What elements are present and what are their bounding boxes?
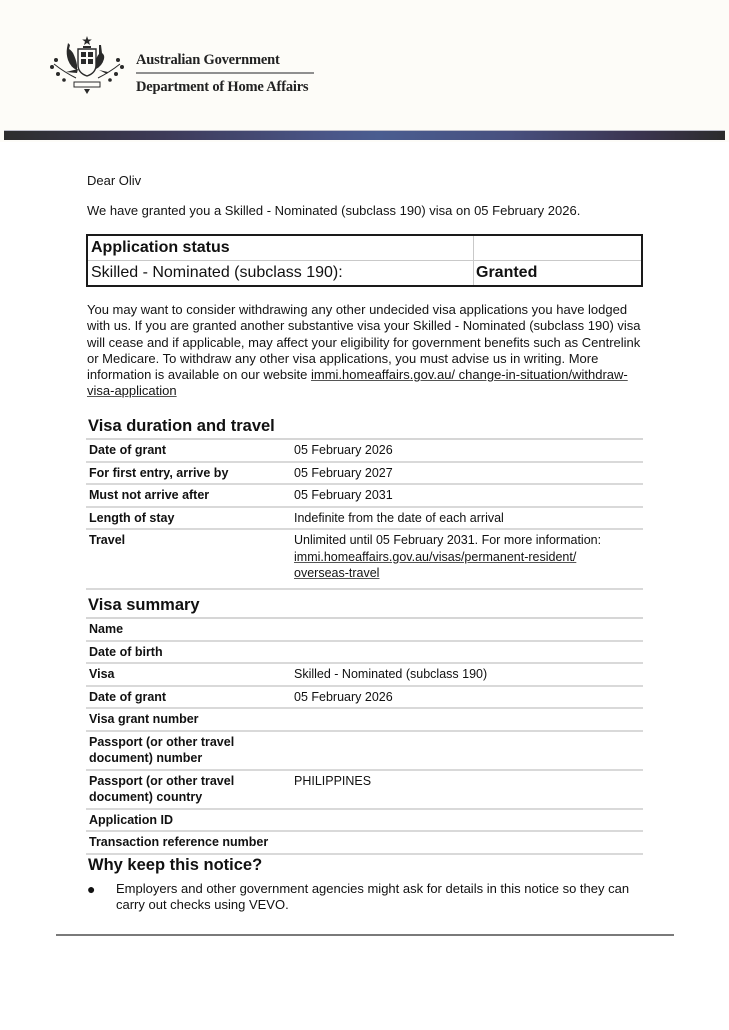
row-label: Application ID [89,812,174,827]
row-value [293,619,643,640]
table-row [86,687,643,710]
row-value: Indefinite from the date of each arrival [294,510,504,525]
status-visa-label: Skilled - Nominated (subclass 190): [91,264,343,281]
table-row [86,732,643,771]
visa-summary-table [86,617,643,855]
visa-duration-table [86,438,643,590]
row-label: Name [89,622,124,636]
row-label: For first entry, arrive by [89,465,229,480]
travel-text: Unlimited until 05 February 2031. For more information: [294,533,602,547]
row-value [293,832,643,853]
table-row [86,771,643,810]
withdraw-notice [87,302,647,400]
row-value: Skilled - Nominated (subclass 190) [294,667,488,681]
table-row [86,440,643,463]
row-label: Date of grant [89,443,167,457]
table-row [86,463,643,486]
row-value [293,642,643,663]
header-band [4,130,725,140]
application-status-box [86,234,643,287]
table-row [86,619,643,642]
withdraw-notice-text: You may want to consider withdrawing any other undecided visa applications you have lodged with us. If you are granted another substantive visa your Skilled - Nominated (subclass 190) visa will cease and if applicable, may affect your eligibility for government benefits such as Centrelink or Medicare. To withdraw any other visa applications, you must advise us in writing. More information is available on our website [87,302,641,383]
row-value [293,530,643,584]
visa-summary-title: Visa summary [88,596,200,614]
logo-government-name: Australian Government [136,52,280,68]
row-label: Date of grant [89,689,167,704]
visa-duration-title: Visa duration and travel [88,417,275,435]
logo-wordmark [136,51,314,96]
coat-of-arms-icon [44,34,130,96]
greeting: Dear Oliv [87,173,142,188]
logo-divider [136,72,314,74]
row-label: Passport (or other travel document) country [89,773,235,804]
row-value [293,709,643,730]
overseas-travel-link[interactable]: immi.homeaffairs.gov.au/visas/permanent-resident/ overseas-travel [294,549,577,580]
application-status-title: Application status [91,239,230,256]
row-label: Travel [89,533,126,547]
row-label: Must not arrive after [89,488,210,502]
row-value: 05 February 2027 [294,465,393,480]
bullet-icon: ● [87,881,96,897]
application-status-row [88,260,641,285]
row-value: PHILIPPINES [294,773,372,788]
row-value: 05 February 2031 [294,488,393,502]
row-label: Visa grant number [89,712,199,726]
letterhead [0,0,729,142]
row-value: 05 February 2026 [294,689,393,704]
bullet-text: Employers and other government agencies might ask for details in this notice so they can carry out checks using VEVO. [116,881,630,913]
table-row [86,530,643,590]
grant-statement: We have granted you a Skilled - Nominated (subclass 190) visa on 05 February 2026. [87,203,581,218]
row-label: Visa [89,667,115,681]
logo-department-name: Department of Home Affairs [136,79,309,95]
table-row [86,709,643,732]
table-row [86,810,643,833]
status-badge: Granted [476,264,538,281]
row-label: Length of stay [89,510,175,525]
row-value [293,732,643,769]
row-label: Date of birth [89,644,163,659]
table-row [86,485,643,508]
table-row [86,508,643,531]
row-value: 05 February 2026 [294,443,393,457]
row-label: Transaction reference number [89,835,269,849]
list-item [86,881,646,914]
row-label: Passport (or other travel document) number [89,734,235,765]
table-row [86,832,643,855]
table-row [86,642,643,665]
footer-divider [56,934,674,936]
table-row [86,664,643,687]
withdraw-application-link[interactable]: immi.homeaffairs.gov.au/ change-in-situation/withdraw-visa-application [87,367,628,399]
row-value [293,810,643,831]
why-keep-title: Why keep this notice? [88,856,263,874]
status-column-divider [473,236,474,285]
